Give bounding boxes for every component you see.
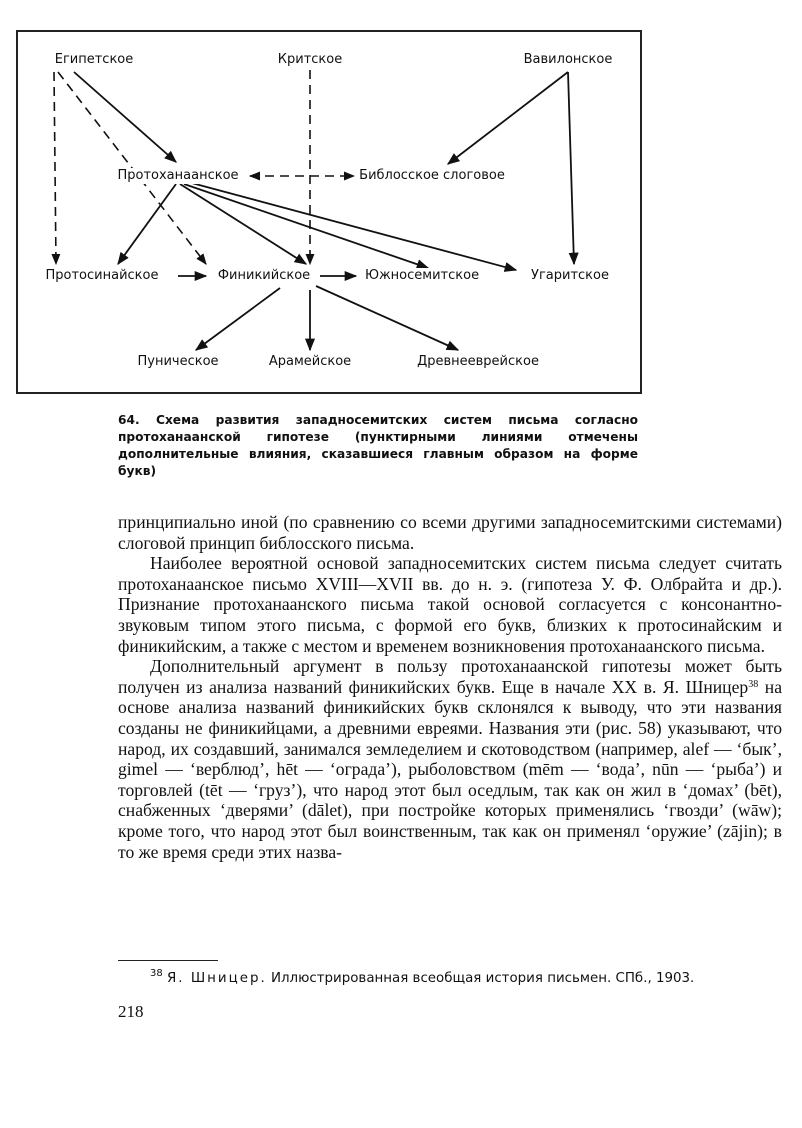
paragraph-3-end: на основе анализа названий финикийских букв склонялся к выводу, что эти названия созданы не финикийцами, а древними евреями. Названия эти (рис. 58) указывают, что народ, их создавший, занимался земледелием и скотоводством (например, alef — ‘бык’, gimel — ‘верблюд’, hēt — ‘ограда’), рыболовством (mēm — ‘вода’, nūn — ‘рыба’) и торговлей (tēt — ‘груз’), что народ этот был оседлым, так как он жил в ‘домах’ (bēt), снабженных ‘дверями’ (dālet), при постройке которых применялись ‘гвозди’ (wāw); кроме того, что народ этот был воинственным, так как он применял ‘оружие’ (zājin); в то же время среди этих назва-: [118, 676, 782, 862]
paragraph-1: принципиально иной (по сравнению со всеми другими западносемитскими системами) слоговой принцип библосского письма.: [118, 512, 782, 553]
arrow-babylonian-ugaritic: [568, 72, 574, 264]
footnote-number: 38: [150, 968, 163, 979]
node-ugaritic: Угаритское: [531, 268, 609, 283]
node-old-hebrew: Древнееврейское: [417, 354, 539, 369]
footnote-rule: [118, 960, 218, 961]
paragraph-2: Наиболее вероятной основой западносемитских систем письма следует считать протоханаанское письмо XVIII—XVII вв. до н. э. (гипотеза У. Ф. Олбрайта и др.). Признание протоханаанского письма такой основой согласуется с консонантно-звуковым типом этого письма, с формой его букв, близких к протосинайским и финикийским, а также с местом и временем возникновения протоханаанского письма.: [118, 553, 782, 656]
node-babylonian: Вавилонское: [523, 52, 613, 67]
arrow-protocanaanite-protosinaitic: [118, 184, 176, 264]
body-text: [118, 512, 782, 862]
dashed-egyptian-protosinaitic: [54, 72, 56, 264]
node-cretan: Критское: [277, 52, 343, 67]
arrow-babylonian-byblos: [448, 72, 568, 164]
node-aramaic: Арамейское: [268, 354, 352, 369]
arrow-phoenician-old-hebrew: [316, 286, 458, 350]
node-south-semitic: Южносемитское: [364, 268, 480, 283]
node-phoenician: Финикийское: [217, 268, 311, 283]
diagram-arrows: [18, 32, 640, 392]
paragraph-3: [118, 656, 782, 862]
arrow-protocanaanite-south-semitic: [184, 184, 428, 268]
footnote-author: Я. Шницер.: [167, 971, 267, 986]
node-protocanaanite: Протоханаанское: [117, 168, 239, 183]
arrow-egyptian-protocanaanite: [74, 72, 176, 162]
figure-caption: [118, 412, 638, 480]
arrow-phoenician-punic: [196, 288, 280, 350]
node-egyptian: Египетское: [54, 52, 134, 67]
caption-text: Схема развития западносемитских систем письма согласно протоханаанской гипотезе (пунктирными линиями отмечены дополнительные влияния, сказавшиеся главным образом на форме букв): [118, 413, 638, 478]
page-number: 218: [118, 1002, 144, 1021]
node-byblos: Библосское слоговое: [359, 168, 505, 183]
node-protosinaitic: Протосинайское: [45, 268, 159, 283]
diagram-figure: [16, 30, 642, 394]
caption-number: 64.: [118, 413, 140, 427]
footnote-text: Иллюстрированная всеобщая история письмен. СПб., 1903.: [266, 971, 695, 986]
node-punic: Пуническое: [137, 354, 219, 369]
arrow-protocanaanite-ugaritic: [188, 182, 516, 270]
paragraph-3-start: Дополнительный аргумент в пользу протоханаанской гипотезы может быть получен из анализа названий финикийских букв. Еще в начале XX в. Я. Шницер: [118, 656, 782, 697]
footnote: [150, 970, 786, 988]
footnote-ref: 38: [748, 678, 759, 690]
